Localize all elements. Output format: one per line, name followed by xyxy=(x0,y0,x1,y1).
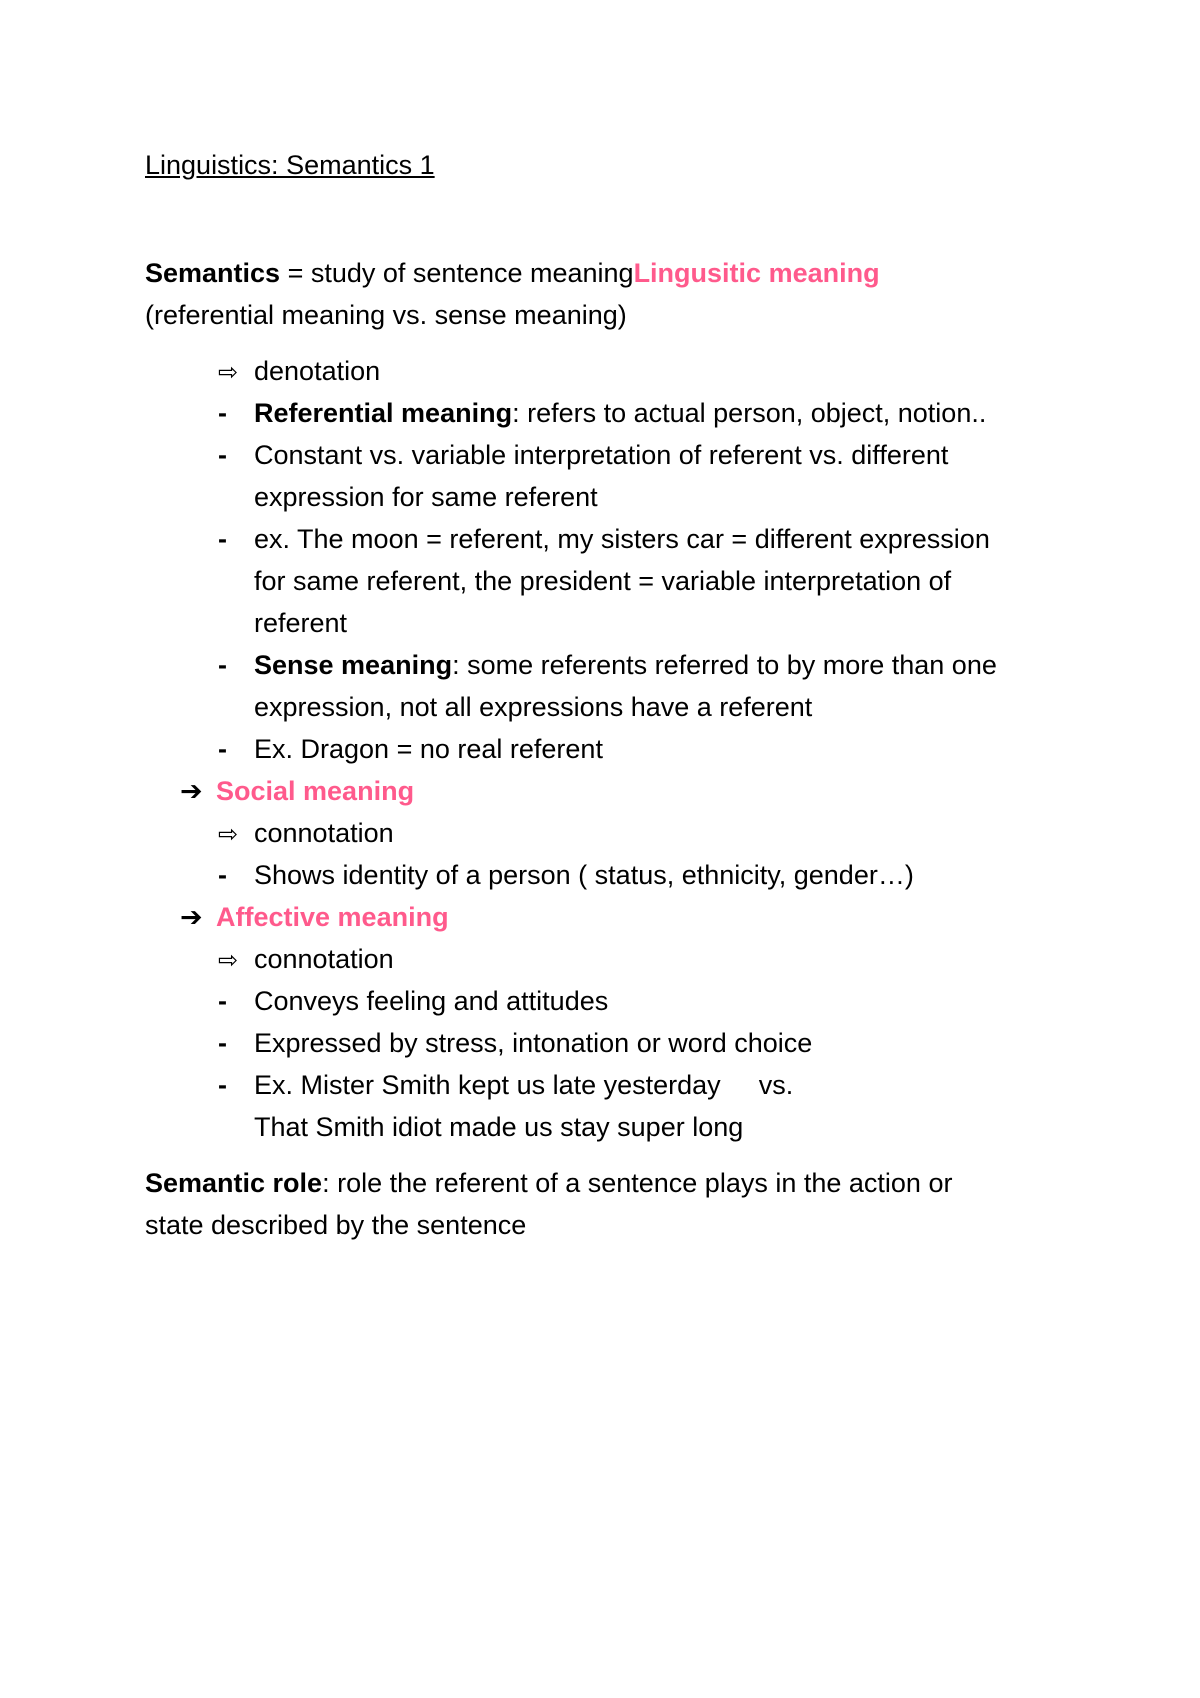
semantic-role-text: : role the referent of a sentence plays in the action or xyxy=(322,1168,953,1198)
connotation-text: connotation xyxy=(254,944,394,974)
dash-bullet: - xyxy=(218,1028,227,1058)
page-title: Linguistics: Semantics 1 xyxy=(145,150,435,180)
connotation-row xyxy=(218,946,394,973)
list-item-text: Conveys feeling and attitudes xyxy=(254,986,609,1016)
bullet-constant-variable xyxy=(218,442,948,469)
list-item-text: Expressed by stress, intonation or word choice xyxy=(254,1028,813,1058)
linguistic-meaning-heading: Lingusitic meaning xyxy=(633,258,880,288)
dash-bullet: - xyxy=(218,440,227,470)
bold-arrow-icon: ➔ xyxy=(180,776,203,806)
dash-bullet: - xyxy=(218,860,227,890)
dash-bullet: - xyxy=(218,650,227,680)
list-item-continuation: expression, not all expressions have a referent xyxy=(254,692,813,722)
bullet-moon-example xyxy=(218,526,990,553)
dash-bullet: - xyxy=(218,986,227,1016)
bullet-smith-example xyxy=(218,1072,793,1099)
list-item-continuation: for same referent, the president = variable interpretation of xyxy=(254,566,952,596)
denotation-row xyxy=(218,358,380,385)
dash-bullet: - xyxy=(218,524,227,554)
bullet-expressed-by xyxy=(218,1030,812,1057)
sense-meaning-term: Sense meaning xyxy=(254,650,453,680)
list-item-text: Ex. Dragon = no real referent xyxy=(254,734,603,764)
hollow-arrow-icon: ⇨ xyxy=(218,821,239,848)
affective-meaning-heading: Affective meaning xyxy=(216,902,449,932)
bullet-sense-meaning xyxy=(218,652,997,679)
dash-bullet: - xyxy=(218,1070,227,1100)
vs-text: vs. xyxy=(758,1070,794,1100)
dash-bullet: - xyxy=(218,734,227,764)
connotation-text: connotation xyxy=(254,818,394,848)
bullet-feelings xyxy=(218,988,608,1015)
social-meaning-heading: Social meaning xyxy=(216,776,415,806)
semantics-definition xyxy=(145,260,880,287)
social-meaning-heading-row xyxy=(180,778,414,805)
referential-meaning-text: : refers to actual person, object, notion.. xyxy=(512,398,987,428)
bold-arrow-icon: ➔ xyxy=(180,902,203,932)
list-item-text: ex. The moon = referent, my sisters car = different expression xyxy=(254,524,990,554)
list-item-text: Ex. Mister Smith kept us late yesterday xyxy=(254,1070,721,1100)
list-item-continuation: expression for same referent xyxy=(254,482,598,512)
denotation-text: denotation xyxy=(254,356,381,386)
affective-meaning-heading-row xyxy=(180,904,449,931)
list-item-text: Shows identity of a person ( status, ethnicity, gender…) xyxy=(254,860,914,890)
semantic-role-continuation: state described by the sentence xyxy=(145,1210,527,1240)
semantic-role-definition xyxy=(145,1170,952,1197)
hollow-arrow-icon: ⇨ xyxy=(218,359,239,386)
referential-meaning-term: Referential meaning xyxy=(254,398,513,428)
semantics-subline: (referential meaning vs. sense meaning) xyxy=(145,300,627,330)
bullet-identity xyxy=(218,862,914,889)
semantics-text: = study of sentence meaning xyxy=(280,258,634,288)
hollow-arrow-icon: ⇨ xyxy=(218,947,239,974)
bullet-referential-meaning xyxy=(218,400,986,427)
bullet-dragon-example xyxy=(218,736,603,763)
dash-bullet: - xyxy=(218,398,227,428)
semantic-role-term: Semantic role xyxy=(145,1168,323,1198)
list-item-continuation: referent xyxy=(254,608,348,638)
semantics-term: Semantics xyxy=(145,258,281,288)
sense-meaning-text: : some referents referred to by more than one xyxy=(452,650,997,680)
list-item-continuation: That Smith idiot made us stay super long xyxy=(254,1112,744,1142)
list-item-text: Constant vs. variable interpretation of referent vs. different xyxy=(254,440,949,470)
connotation-row xyxy=(218,820,394,847)
